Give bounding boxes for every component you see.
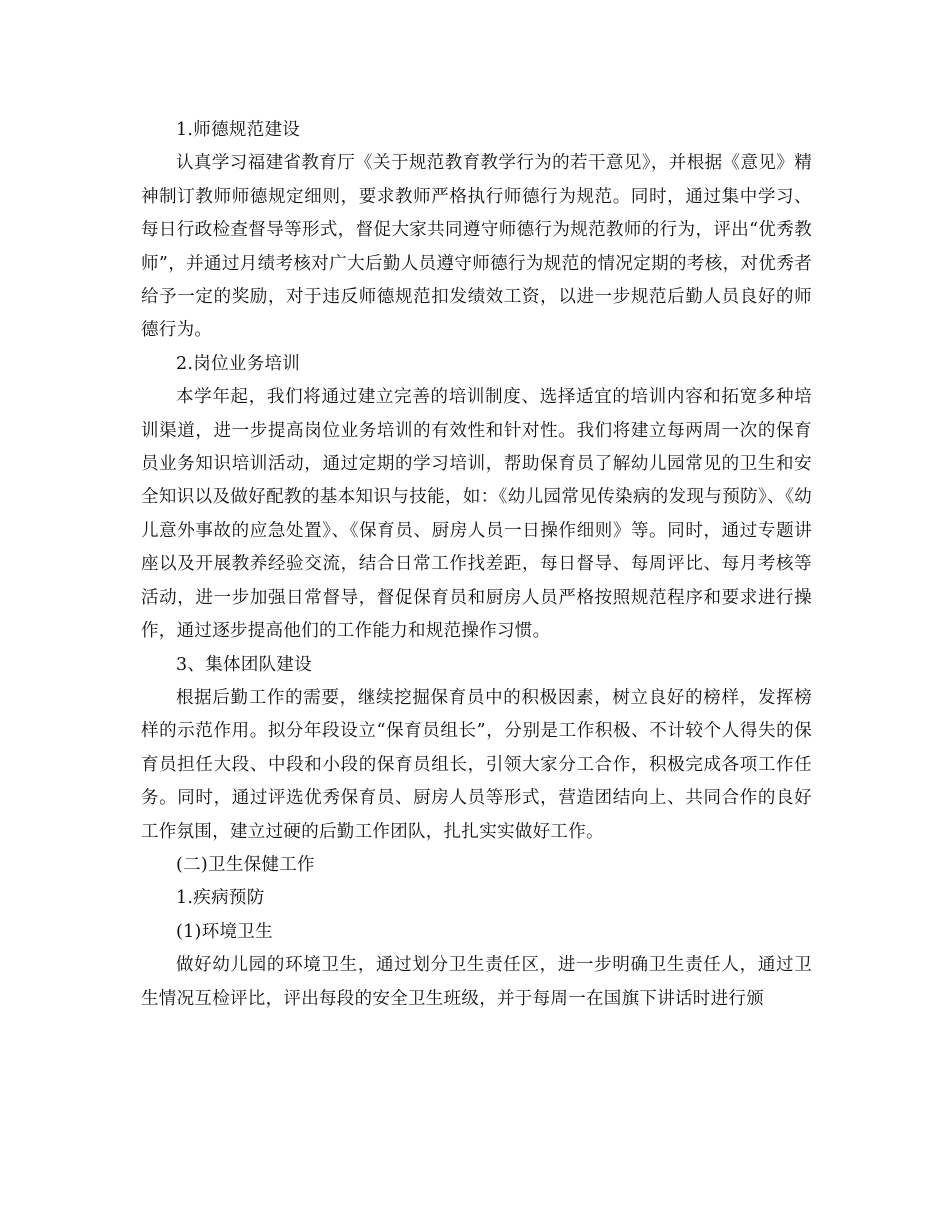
section-heading-training: 2.岗位业务培训: [176, 353, 301, 374]
paragraph-training: 本学年起，我们将通过建立完善的培训制度、选择适宜的培训内容和拓宽多种培训渠道，进一步提高岗位业务培训的有效性和针对性。我们将建立每两周一次的保育员业务知识培训活动，通过定期的学习培训，帮助保育员了解幼儿园常见的卫生和安全知识以及做好配教的基本知识与技能，如：《幼儿园常见传染病的发现与预防》、《幼儿意外事故的应急处置》、《保育员、厨房人员一日操作细则》等。同时，通过专题讲座以及开展教养经验交流，结合日常工作找差距，每日督导、每周评比、每月考核等活动，进一步加强日常督导，督促保育员和厨房人员严格按照规范程序和要求进行操作，通过逐步提高他们的工作能力和规范操作习惯。: [141, 387, 812, 642]
paragraph-environment: 做好幼儿园的环境卫生，通过划分卫生责任区，进一步明确卫生责任人，通过卫生情况互检评比，评出每段的安全卫生班级，并于每周一在国旗下讲话时进行颁: [141, 955, 812, 1009]
subsection-heading-disease: 1.疾病预防: [176, 888, 265, 909]
subsection-heading-environment: (1)环境卫生: [176, 921, 273, 942]
section-heading-health: (二)卫生保健工作: [176, 854, 315, 875]
document-body: [141, 114, 812, 1016]
paragraph-ethics: 认真学习福建省教育厅《关于规范教育教学行为的若干意见》，并根据《意见》精神制订教师师德规定细则，要求教师严格执行师德行为规范。同时，通过集中学习、每日行政检查督导等形式，督促大家共同遵守师德行为规范教师的行为，评出“优秀教师”，并通过月绩考核对广大后勤人员遵守师德行为规范的情况定期的考核，对优秀者给予一定的奖励，对于违反师德规范扣发绩效工资，以进一步规范后勤人员良好的师德行为。: [141, 153, 812, 341]
section-heading-team: 3、集体团队建设: [176, 654, 313, 675]
paragraph-team: 根据后勤工作的需要，继续挖掘保育员中的积极因素，树立良好的榜样，发挥榜样的示范作用。拟分年段设立“保育员组长”，分别是工作积极、不计较个人得失的保育员担任大段、中段和小段的保育员组长，引领大家分工合作，积极完成各项工作任务。同时，通过评选优秀保育员、厨房人员等形式，营造团结向上、共同合作的良好工作氛围，建立过硬的后勤工作团队，扎扎实实做好工作。: [141, 687, 812, 842]
section-heading-ethics: 1.师德规范建设: [176, 120, 301, 140]
